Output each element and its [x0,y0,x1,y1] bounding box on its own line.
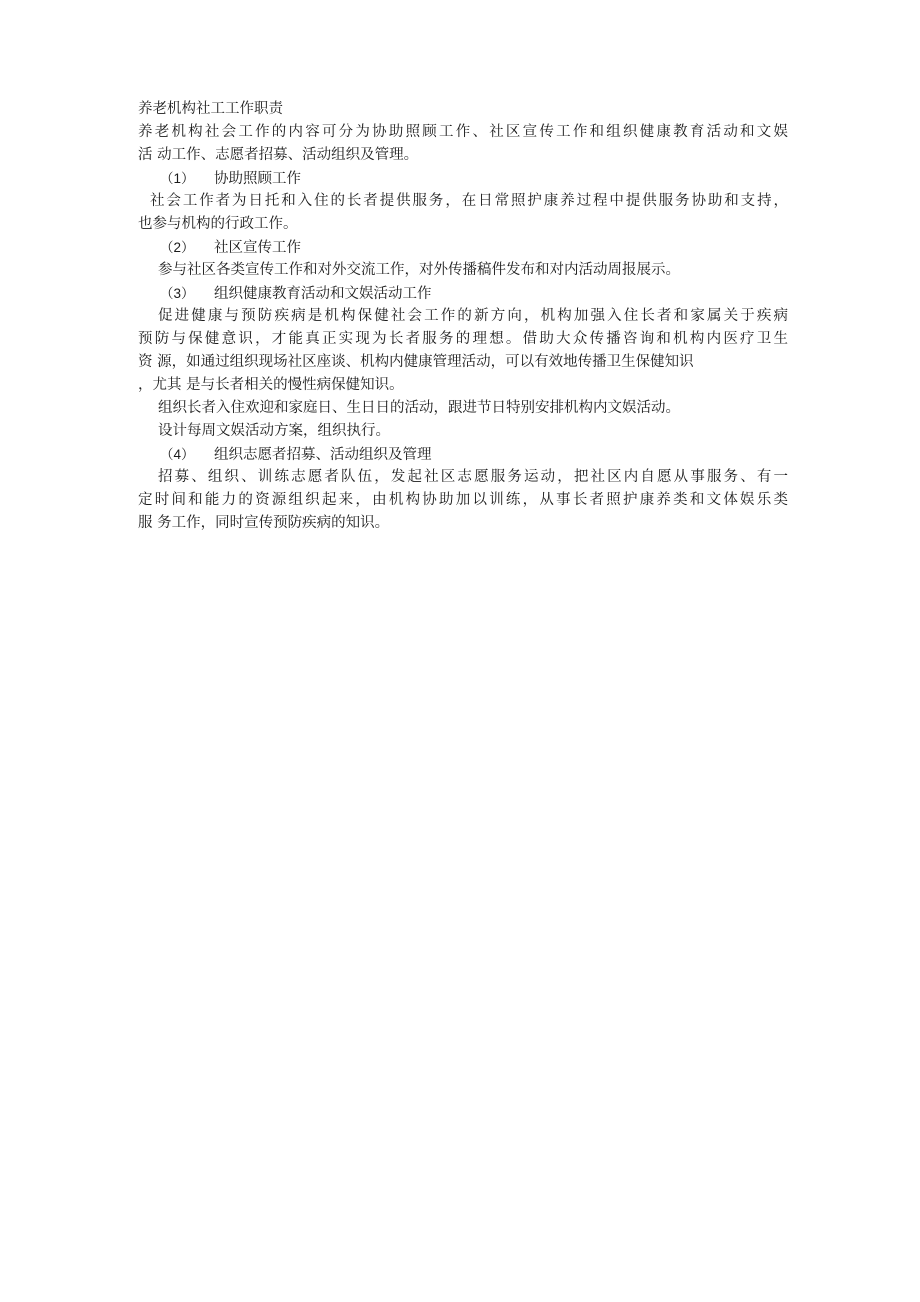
paragraph-line: 资 源，如通过组织现场社区座谈、机构内健康管理活动，可以有效地传播卫生保健知识 [138,354,694,370]
paragraph-line: 组织长者入住欢迎和家庭日、生日日的活动，跟进节日特别安排机构内文娱活动。 [158,400,680,416]
section-heading [138,236,788,259]
intro-line: 养老机构社会工作的内容可分为协助照顾工作、社区宣传工作和组织健康教育活动和文娱 [138,124,788,140]
paragraph-line: 促进健康与预防疾病是机构保健社会工作的新方向，机构加强入住长者和家属关于疾病 [158,308,788,324]
paragraph-line: 参与社区各类宣传工作和对外交流工作，对外传播稿件发布和对内活动周报展示。 [158,262,680,278]
intro-line: 活 动工作、志愿者招募、活动组织及管理。 [138,147,419,163]
section-title: 组织健康教育活动和文娱活动工作 [214,286,432,302]
document-title: 养老机构社工工作职责 [138,101,283,117]
section-title: 组织志愿者招募、活动组织及管理 [214,447,432,463]
section-title: 协助照顾工作 [214,171,301,187]
section-number: （4） [160,447,195,462]
paragraph-line: 招募、组织、训练志愿者队伍，发起社区志愿服务运动，把社区内自愿从事服务、有一 [158,469,788,485]
section-heading [138,167,788,190]
paragraph-line: 定时间和能力的资源组织起来，由机构协助加以训练，从事长者照护康养类和文体娱乐类 [138,492,788,508]
paragraph-line: 设计每周文娱活动方案，组织执行。 [158,423,390,439]
document-body [138,98,788,535]
section-number: （2） [160,240,195,255]
paragraph-line: 预防与保健意识，才能真正实现为长者服务的理想。借助大众传播咨询和机构内医疗卫生 [138,331,788,347]
section-heading [138,443,788,466]
section-title: 社区宣传工作 [214,240,301,256]
paragraph-line: 服 务工作，同时宣传预防疾病的知识。 [138,515,390,531]
section-number: （3） [160,286,195,301]
section-number: （1） [160,171,195,186]
paragraph-line: 也参与机构的行政工作。 [138,216,298,232]
paragraph-line: ，尤其 是与长者相关的慢性病保健知识。 [138,377,404,393]
paragraph-line: 社会工作者为日托和入住的长者提供服务，在日常照护康养过程中提供服务协助和支持， [150,193,788,209]
section-heading [138,282,788,305]
